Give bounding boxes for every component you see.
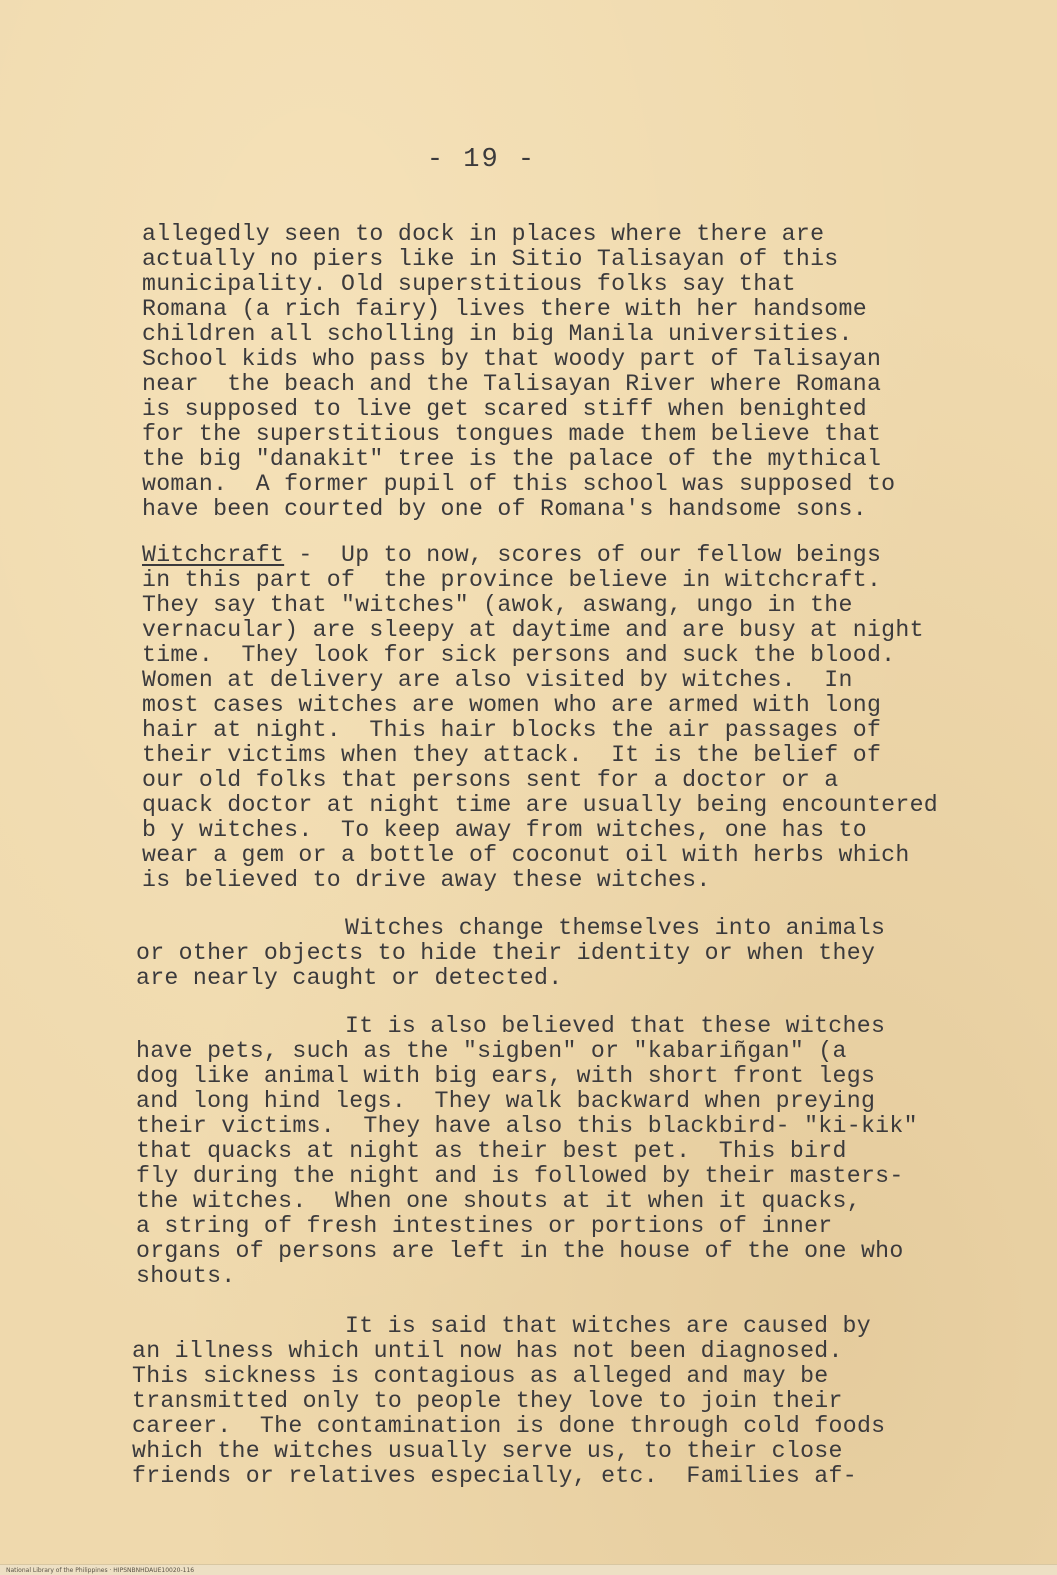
text-line: wear a gem or a bottle of coconut oil with herbs which — [142, 842, 910, 868]
text-line: have been courted by one of Romana's handsome sons. — [142, 496, 867, 522]
text-line: municipality. Old superstitious folks say that — [142, 271, 796, 297]
text-line: is believed to drive away these witches. — [142, 867, 711, 893]
text-line: that quacks at night as their best pet. This bird — [136, 1138, 847, 1164]
page-number: - 19 - — [426, 145, 537, 175]
text-line: woman. A former pupil of this school was supposed to — [142, 471, 896, 497]
text-line: an illness which until now has not been diagnosed. — [132, 1338, 843, 1364]
text-line: fly during the night and is followed by their masters- — [136, 1163, 904, 1189]
text-line: Witches change themselves into animals — [345, 915, 886, 941]
text-line: School kids who pass by that woody part of Talisayan — [142, 346, 882, 372]
text-line: It is also believed that these witches — [345, 1013, 886, 1039]
text-line: allegedly seen to dock in places where there are — [142, 221, 825, 247]
text-line: are nearly caught or detected. — [136, 965, 563, 991]
text-line: hair at night. This hair blocks the air passages of — [142, 717, 882, 743]
text-line: b y witches. To keep away from witches, one has to — [142, 817, 867, 843]
witchcraft-heading-line — [142, 543, 881, 568]
text-line: in this part of the province believe in witchcraft. — [142, 567, 882, 593]
text-line: quack doctor at night time are usually being encountered — [142, 792, 939, 818]
text-line: a string of fresh intestines or portions of inner — [136, 1213, 833, 1239]
text-line: their victims. They have also this blackbird- "ki-kik" — [136, 1113, 918, 1139]
scan-footer-strip — [0, 1564, 1057, 1575]
text-line: actually no piers like in Sitio Talisayan of this — [142, 246, 839, 272]
text-line: near the beach and the Talisayan River where Romana — [142, 371, 882, 397]
text-line: dog like animal with big ears, with short front legs — [136, 1063, 876, 1089]
scan-footer-text: National Library of the Philippines · HIPSNBNHDAUE10020-116 — [6, 1567, 195, 1574]
text-line: most cases witches are women who are armed with long — [142, 692, 882, 718]
text-line: have pets, such as the "sigben" or "kabariñgan" (a — [136, 1038, 847, 1064]
text-line: vernacular) are sleepy at daytime and are busy at night — [142, 617, 924, 643]
text-line: organs of persons are left in the house of the one who — [136, 1238, 904, 1264]
text-line: and long hind legs. They walk backward when preying — [136, 1088, 876, 1114]
text-line-continuation: - Up to now, scores of our fellow beings — [284, 542, 882, 568]
text-line: This sickness is contagious as alleged and may be — [132, 1363, 829, 1389]
text-line: It is said that witches are caused by — [345, 1313, 871, 1339]
section-heading-witchcraft: Witchcraft — [142, 542, 285, 568]
text-line: for the superstitious tongues made them believe that — [142, 421, 882, 447]
text-line: is supposed to live get scared stiff when benighted — [142, 396, 867, 422]
text-line: time. They look for sick persons and suck the blood. — [142, 642, 896, 668]
text-line: Women at delivery are also visited by witches. In — [142, 667, 853, 693]
text-line: Romana (a rich fairy) lives there with her handsome — [142, 296, 867, 322]
text-line: or other objects to hide their identity or when they — [136, 940, 876, 966]
text-line: the witches. When one shouts at it when it quacks, — [136, 1188, 861, 1214]
text-line: career. The contamination is done through cold foods — [132, 1413, 886, 1439]
text-line: the big "danakit" tree is the palace of the mythical — [142, 446, 882, 472]
text-line: our old folks that persons sent for a doctor or a — [142, 767, 839, 793]
text-line: transmitted only to people they love to join their — [132, 1388, 843, 1414]
text-line: They say that "witches" (awok, aswang, ungo in the — [142, 592, 853, 618]
text-line: children all scholling in big Manila universities. — [142, 321, 853, 347]
text-line: friends or relatives especially, etc. Families af- — [132, 1463, 857, 1489]
text-line: shouts. — [136, 1263, 236, 1289]
text-line: their victims when they attack. It is the belief of — [142, 742, 882, 768]
text-line: which the witches usually serve us, to their close — [132, 1438, 843, 1464]
